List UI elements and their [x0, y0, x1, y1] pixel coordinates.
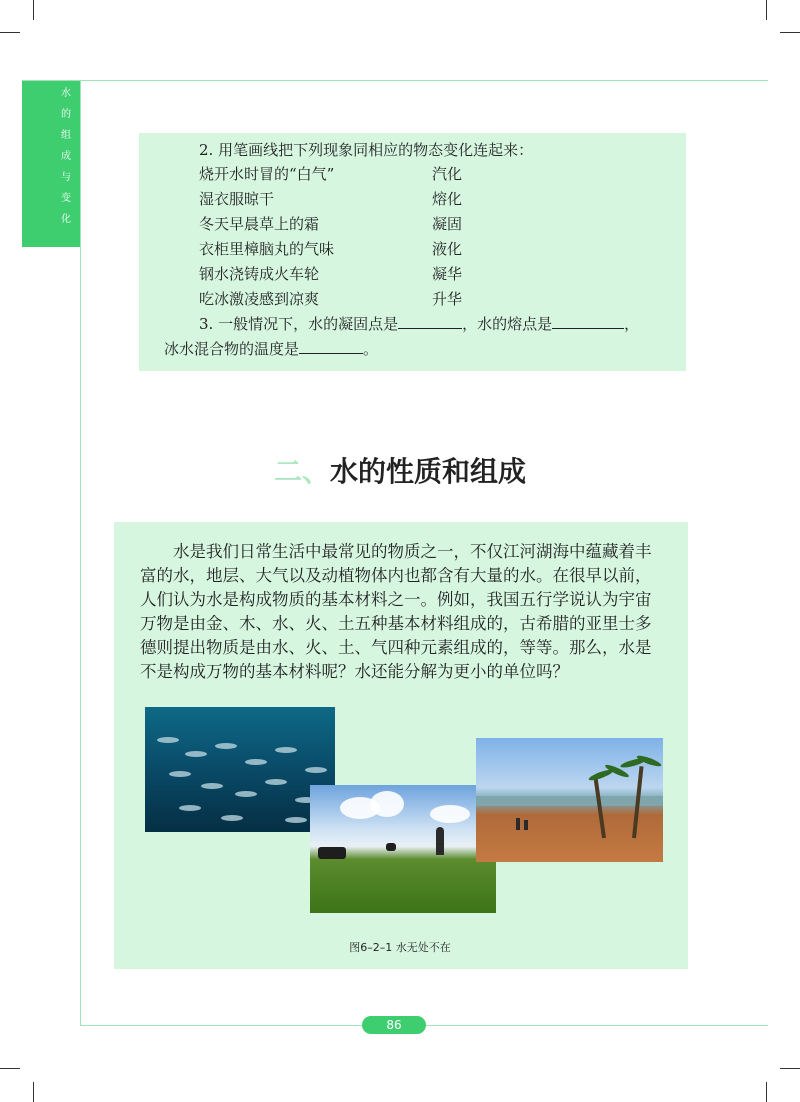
section-number: 二、 — [273, 455, 330, 488]
exercise-box — [139, 133, 686, 371]
fish-shape — [215, 743, 237, 749]
side-tab-char: 变 — [61, 193, 71, 204]
cow-shape — [318, 847, 346, 859]
beach-photo — [476, 738, 663, 862]
paragraph-line: 万物是由金、木、水、火、土五种基本材料组成的，古希腊的亚里士多 — [140, 614, 652, 633]
answer-blank — [398, 315, 462, 329]
side-tab-char: 成 — [61, 151, 71, 162]
section-title-text: 水的性质和组成 — [330, 455, 527, 488]
question-3-text: 3. 一般情况下，水的凝固点是 — [199, 315, 399, 333]
answer-blank — [552, 315, 624, 329]
side-tab-char: 与 — [61, 172, 71, 183]
page-number-badge: 86 — [362, 1016, 426, 1034]
state-change-item: 熔化 — [432, 190, 463, 208]
side-tab-char: 水 — [61, 88, 71, 99]
fish-shape — [235, 791, 257, 797]
state-change-item: 凝固 — [432, 215, 463, 233]
crop-mark — [33, 0, 34, 20]
paragraph-line: 不是构成万物的基本材料呢？水还能分解为更小的单位吗？ — [140, 662, 569, 681]
crop-mark — [0, 32, 20, 33]
crop-mark — [780, 32, 800, 33]
fish-shape — [265, 779, 287, 785]
fish-shape — [179, 805, 201, 811]
person-shape — [436, 827, 444, 855]
cow-shape — [386, 843, 396, 851]
question-2-prompt: 2. 用笔画线把下列现象同相应的物态变化连起来： — [199, 141, 534, 159]
side-tab-char: 的 — [61, 109, 71, 120]
fish-shape — [201, 783, 223, 789]
fish-shape — [185, 751, 207, 757]
question-3-text: 。 — [363, 340, 379, 358]
paragraph-line: 富的水，地层、大气以及动植物体内也都含有大量的水。在很早以前， — [140, 566, 652, 585]
fish-shape — [169, 771, 191, 777]
fish-shape — [245, 759, 267, 765]
fish-shape — [305, 767, 327, 773]
cloud-shape — [370, 791, 404, 817]
crop-mark — [0, 1068, 20, 1069]
crop-mark — [766, 1082, 767, 1102]
fish-shape — [157, 737, 179, 743]
paragraph-line: 德则提出物质是由水、火、土、气四种元素组成的，等等。那么，水是 — [140, 638, 652, 657]
question-3-text: ，水的熔点是 — [462, 315, 553, 333]
fish-shape — [221, 815, 243, 821]
question-3-line — [164, 339, 378, 359]
question-3-text: 冰水混合物的温度是 — [164, 340, 300, 358]
farm-field-photo — [310, 785, 496, 913]
phenomenon-item: 钢水浇铸成火车轮 — [199, 265, 320, 283]
paragraph-line: 水是我们日常生活中最常见的物质之一，不仅江河湖海中蕴藏着丰 — [173, 542, 652, 561]
fish-shape — [285, 817, 307, 823]
frame-top-rule — [22, 80, 768, 81]
phenomenon-item: 烧开水时冒的“白气” — [199, 165, 335, 183]
crop-mark — [33, 1082, 34, 1102]
phenomenon-item: 吃冰激凌感到凉爽 — [199, 290, 320, 308]
state-change-item: 汽化 — [432, 165, 463, 183]
state-change-item: 升华 — [432, 290, 463, 308]
figure-caption: 图6–2–1 水无处不在 — [349, 941, 451, 954]
crop-mark — [780, 1068, 800, 1069]
phenomenon-item: 湿衣服晾干 — [199, 190, 275, 208]
phenomenon-item: 衣柜里樟脑丸的气味 — [199, 240, 335, 258]
answer-blank — [299, 340, 363, 354]
paragraph-line: 人们认为水是构成物质的基本材料之一。例如，我国五行学说认为宇宙 — [140, 590, 652, 609]
question-3-line — [199, 314, 639, 334]
chapter-side-tab — [22, 81, 80, 247]
palm-trunk — [594, 778, 606, 838]
question-3-text: ， — [624, 315, 640, 333]
fish-shape — [275, 747, 297, 753]
person-shape — [516, 818, 520, 830]
side-tab-char: 化 — [61, 214, 71, 225]
person-shape — [524, 820, 528, 830]
cloud-shape — [430, 805, 470, 823]
frame-left-rule — [80, 80, 81, 1026]
state-change-item: 凝华 — [432, 265, 463, 283]
crop-mark — [766, 0, 767, 20]
side-tab-char: 组 — [61, 130, 71, 141]
state-change-item: 液化 — [432, 240, 463, 258]
phenomenon-item: 冬天早晨草上的霜 — [199, 215, 320, 233]
section-heading — [0, 452, 800, 492]
ocean-fish-photo — [145, 707, 335, 832]
intro-paragraph — [140, 540, 680, 684]
